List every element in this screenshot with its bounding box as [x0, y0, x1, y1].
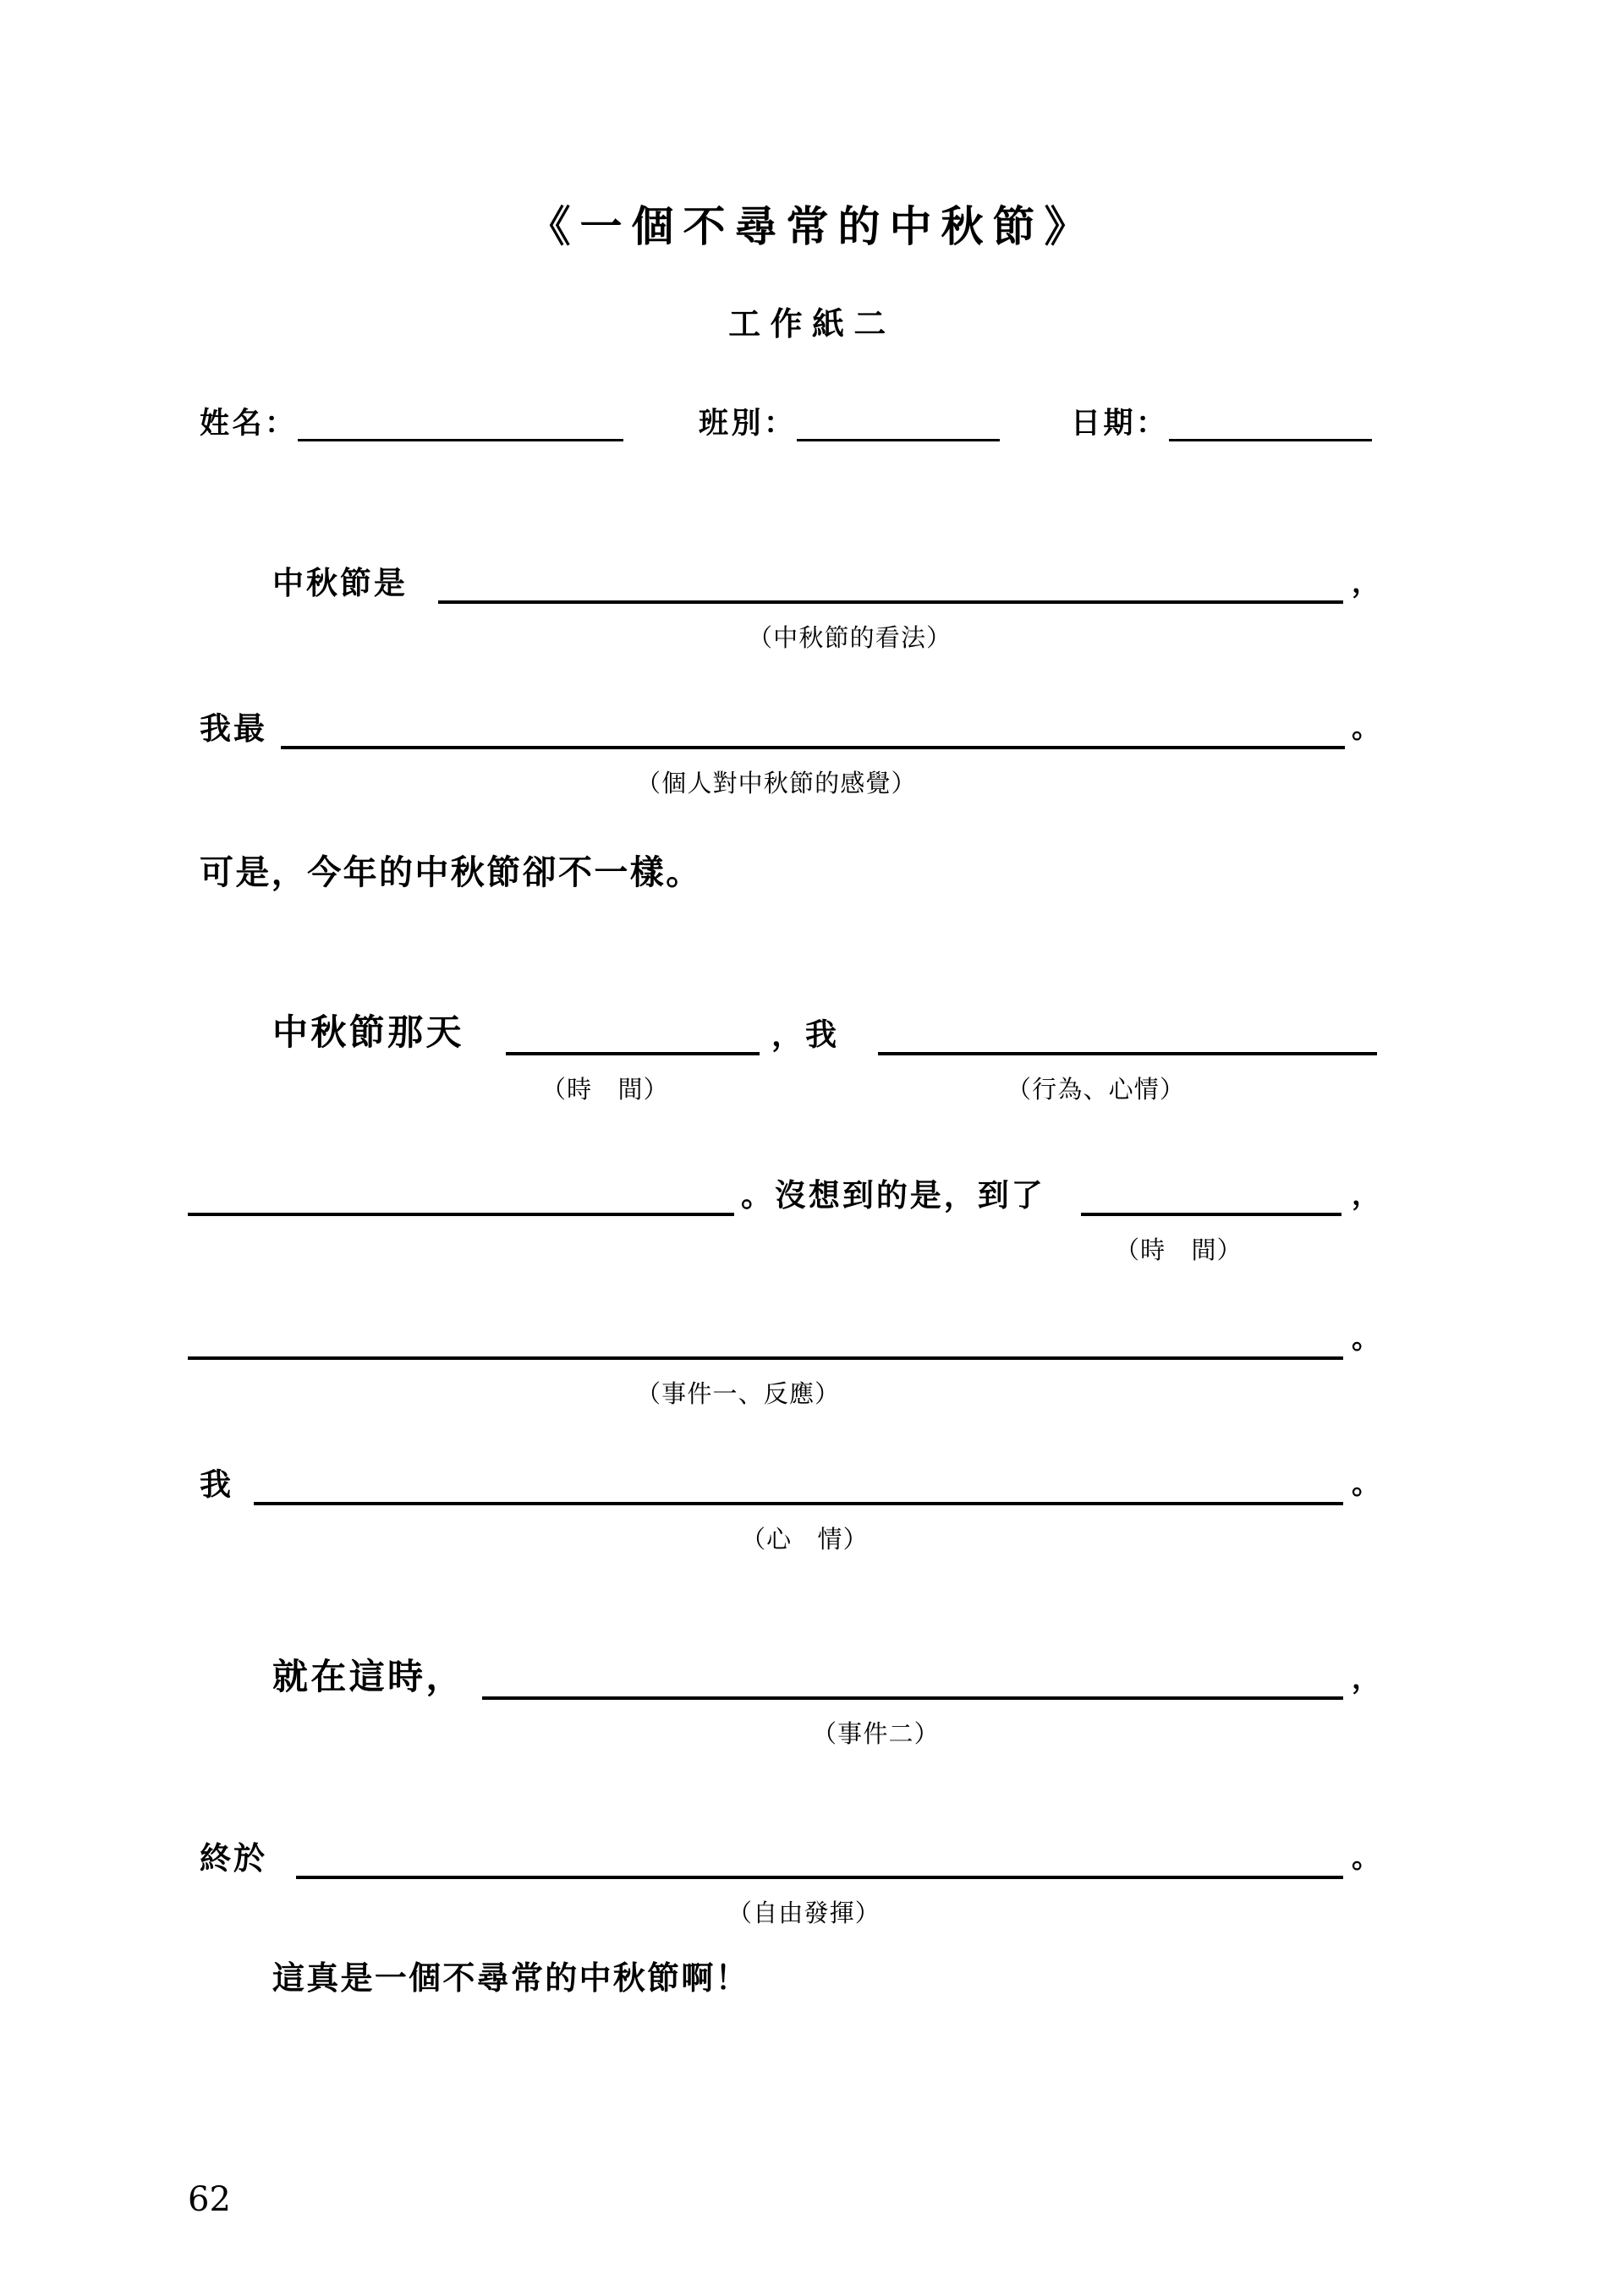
row3-mid-text: ，我 — [771, 1016, 839, 1053]
class-label: 班別： — [699, 406, 797, 441]
row3-lead-text: 中秋節那天 — [272, 1011, 464, 1053]
row4-time-hint: （時 間） — [1115, 1236, 1243, 1264]
transition-sentence: 可是，今年的中秋節卻不一樣。 — [200, 852, 702, 892]
row1-lead-text: 中秋節是 — [272, 564, 408, 601]
date-label: 日期： — [1071, 406, 1169, 441]
row7-lead-text: 就在這時， — [272, 1656, 464, 1697]
name-field-group — [200, 391, 623, 441]
row6-hint: （心 情） — [741, 1525, 869, 1553]
row3-action-hint: （行為、心情） — [1007, 1075, 1186, 1104]
row4-time-blank[interactable] — [1081, 1213, 1341, 1216]
row6-blank[interactable] — [254, 1502, 1343, 1505]
name-label: 姓名： — [200, 406, 298, 441]
row2-hint: （個人對中秋節的感覺） — [636, 769, 917, 797]
row6-period: 。 — [1352, 1467, 1383, 1501]
row3-action-blank[interactable] — [878, 1052, 1377, 1055]
row1-hint: （中秋節的看法） — [748, 623, 952, 652]
row2-lead-text: 我最 — [200, 710, 267, 747]
closing-sentence: 這真是一個不尋常的中秋節啊！ — [272, 1959, 749, 1997]
row3-time-hint: （時 間） — [541, 1075, 669, 1104]
date-input[interactable] — [1169, 400, 1372, 441]
row8-period: 。 — [1352, 1841, 1383, 1875]
student-info-row — [200, 391, 1443, 441]
page-number: 62 — [188, 2180, 231, 2219]
row5-period: 。 — [1352, 1322, 1383, 1356]
row8-blank[interactable] — [296, 1876, 1343, 1879]
row7-hint: （事件二） — [812, 1719, 940, 1748]
row5-blank[interactable] — [188, 1356, 1343, 1360]
row7-comma: ， — [1352, 1662, 1383, 1696]
row1-blank[interactable] — [438, 600, 1343, 604]
row3-time-blank[interactable] — [506, 1052, 760, 1055]
date-field-group — [1071, 391, 1372, 441]
class-input[interactable] — [797, 400, 1000, 441]
name-input[interactable] — [298, 400, 623, 441]
row7-blank[interactable] — [482, 1696, 1343, 1700]
page-title: 《一個不尋常的中秋節》 — [528, 201, 1096, 251]
row2-period: 。 — [1352, 711, 1383, 745]
worksheet-subtitle: 工作紙二 — [728, 304, 896, 342]
class-field-group — [699, 391, 1000, 441]
row6-lead-text: 我 — [200, 1466, 233, 1503]
row4-event-blank[interactable] — [188, 1213, 734, 1216]
row1-comma: ， — [1352, 566, 1383, 600]
row4-mid-text: 。沒想到的是，到了 — [741, 1176, 1045, 1214]
row2-blank[interactable] — [281, 746, 1345, 749]
row8-lead-text: 終於 — [200, 1839, 267, 1877]
row4-comma: ， — [1352, 1178, 1383, 1212]
row5-hint: （事件一、反應） — [636, 1379, 841, 1408]
row8-hint: （自由發揮） — [727, 1899, 881, 1927]
